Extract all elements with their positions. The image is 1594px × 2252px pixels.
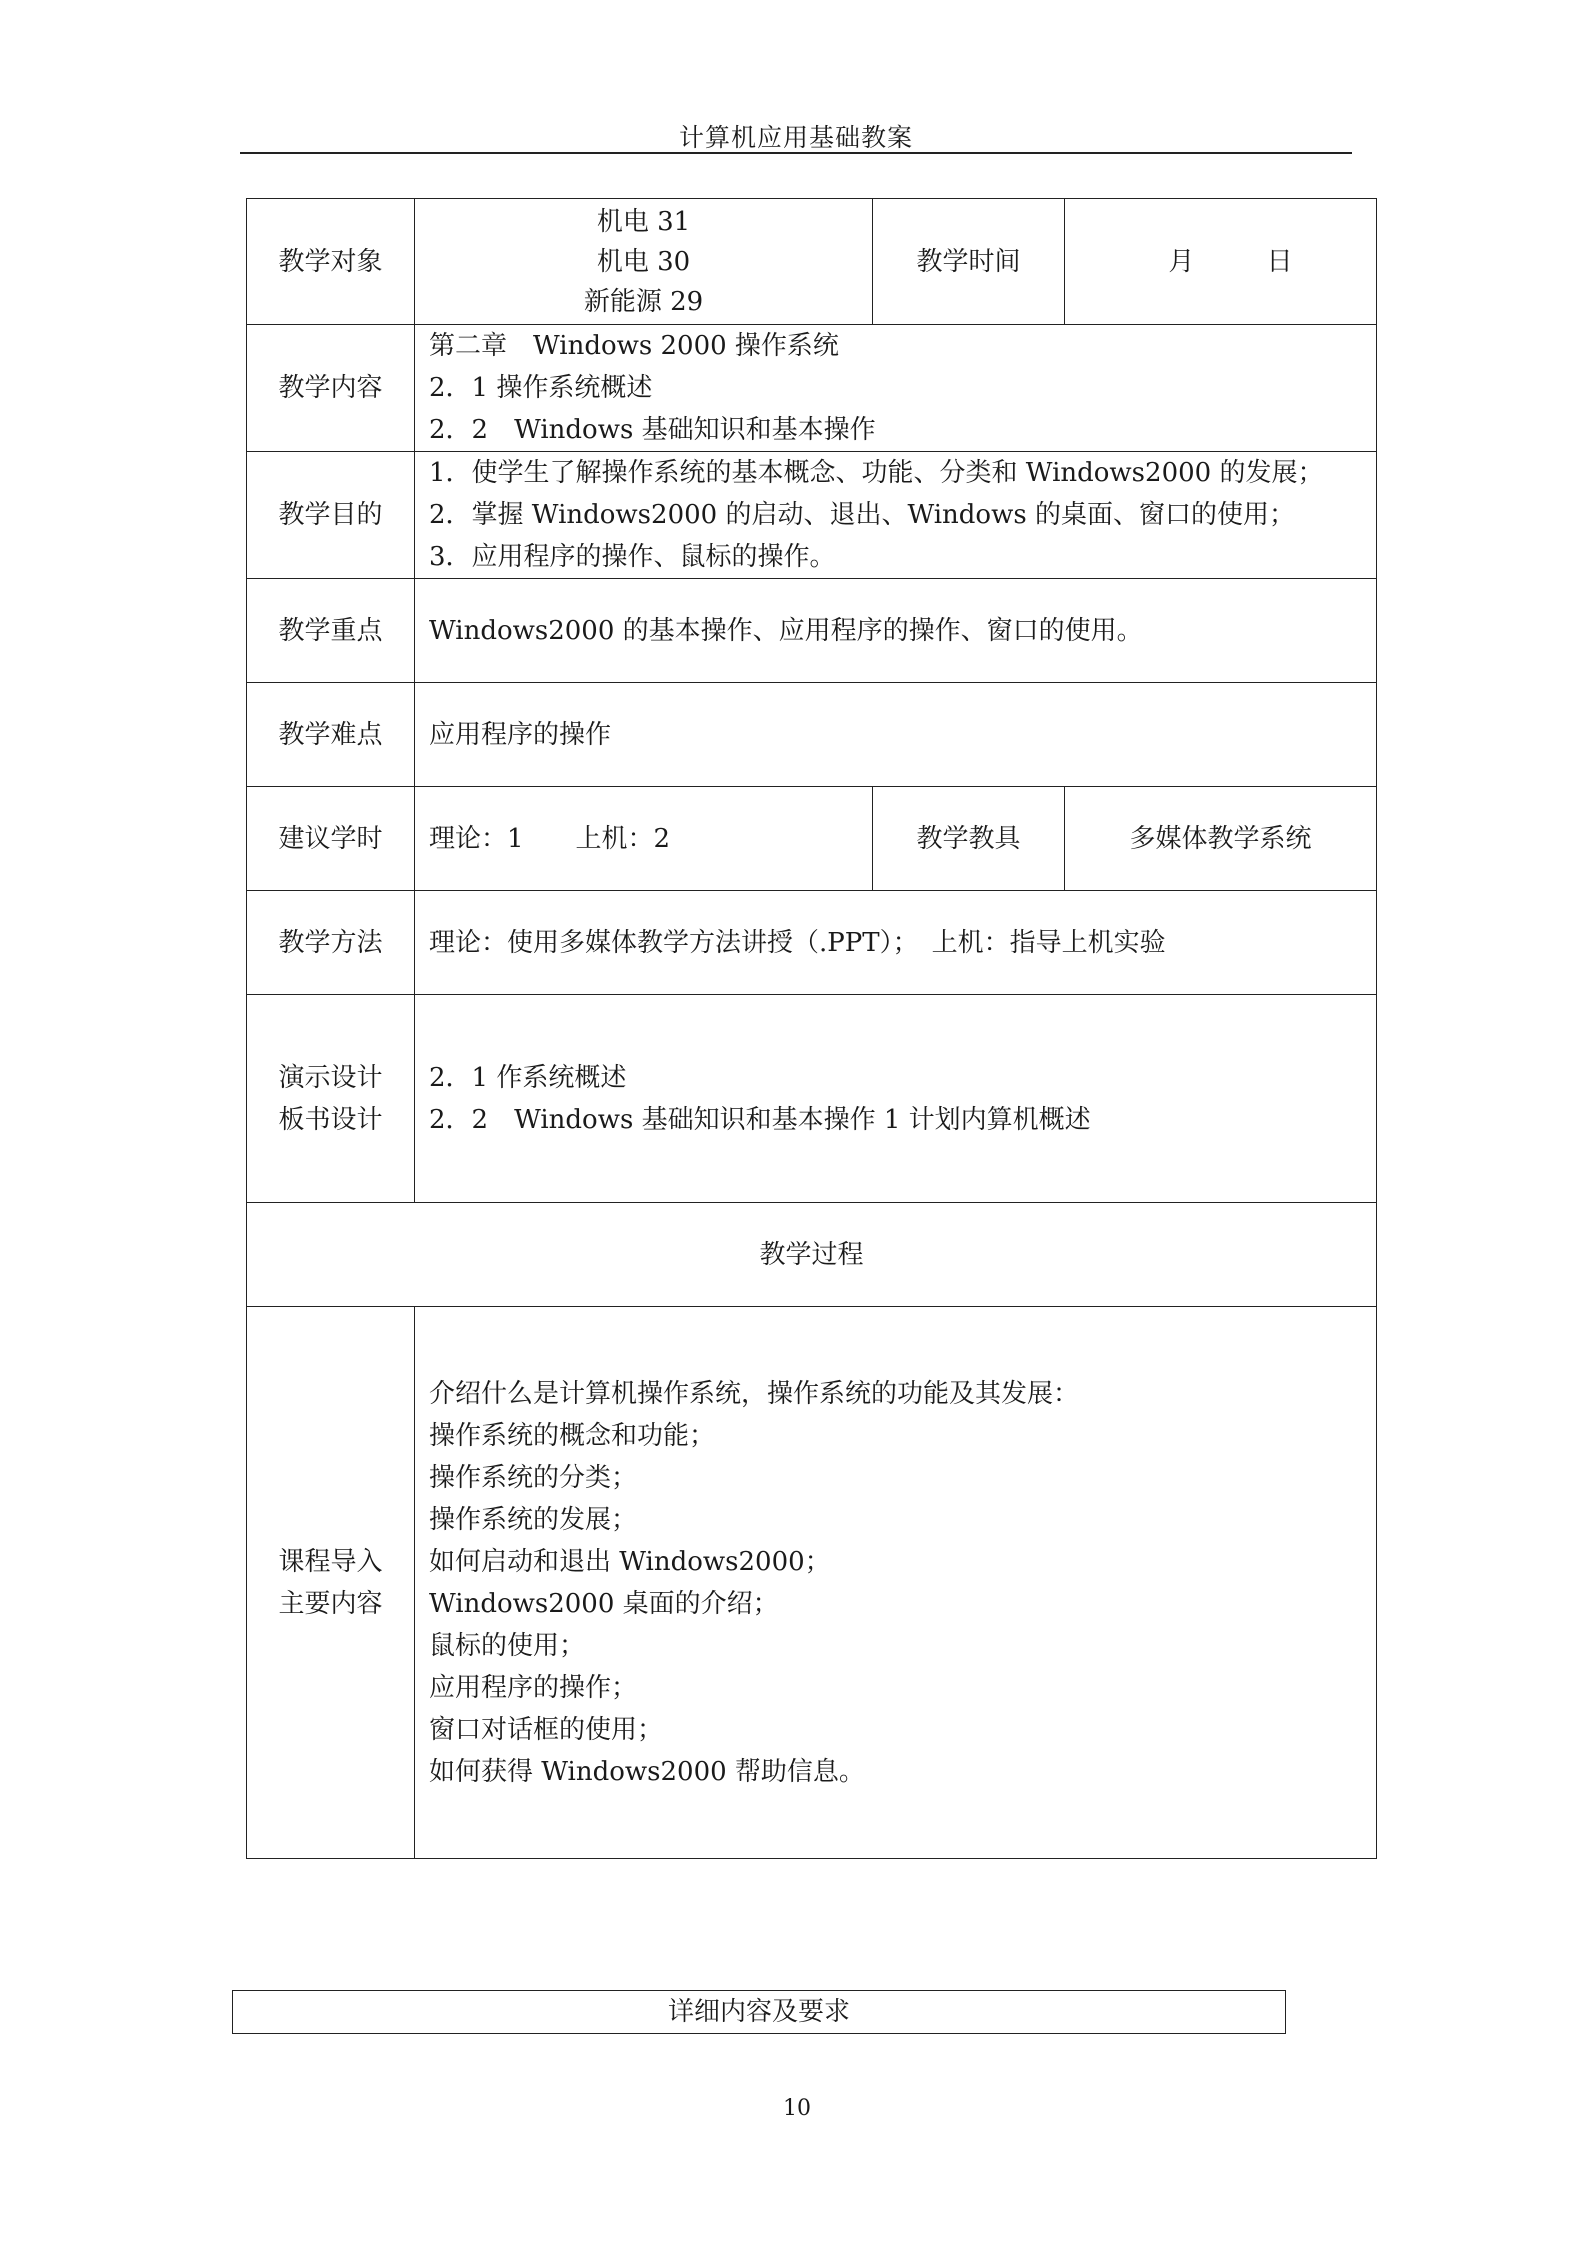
row-key-points (247, 579, 1377, 683)
class-item: 机电 31 (596, 206, 691, 237)
value-board-design (415, 995, 1377, 1203)
objective-line: 3．应用程序的操作、鼠标的操作。 (429, 542, 836, 572)
row-target (247, 199, 1377, 325)
content-line: 第二章 Windows 2000 操作系统 (429, 331, 839, 361)
value-teaching-time (1065, 199, 1377, 325)
board-line: 2．1 作系统概述 (429, 1062, 627, 1093)
value-difficulties: 应用程序的操作 (415, 683, 1377, 787)
page-number: 10 (783, 2096, 811, 2121)
label-teaching-content: 教学内容 (247, 325, 415, 452)
class-item: 新能源 29 (583, 286, 704, 317)
objective-line: 1．使学生了解操作系统的基本概念、功能、分类和 Windows2000 的发展； (429, 458, 1324, 488)
main-line: 操作系统的发展； (429, 1504, 638, 1535)
header-rule (240, 152, 1352, 154)
label-key-points: 教学重点 (247, 579, 415, 683)
value-teaching-methods: 理论：使用多媒体教学方法讲授（.PPT）； 上机：指导上机实验 (415, 891, 1377, 995)
label-main-content (247, 1307, 415, 1859)
objective-line: 2．掌握 Windows2000 的启动、退出、Windows 的桌面、窗口的使用； (429, 500, 1295, 530)
label-board-design (247, 995, 415, 1203)
value-key-points: Windows2000 的基本操作、应用程序的操作、窗口的使用。 (415, 579, 1377, 683)
detail-requirements-box: 详细内容及要求 (232, 1990, 1286, 2034)
board-line: 2．2 Windows 基础知识和基本操作 1 计划内算机概述 (429, 1104, 1091, 1135)
main-line: 如何获得 Windows2000 帮助信息。 (429, 1756, 865, 1787)
class-item: 机电 30 (596, 246, 691, 277)
row-board-design (247, 995, 1377, 1203)
row-methods (247, 891, 1377, 995)
value-teaching-tools: 多媒体教学系统 (1065, 787, 1377, 891)
row-hours (247, 787, 1377, 891)
main-line: 应用程序的操作； (429, 1672, 638, 1703)
main-line: 鼠标的使用； (429, 1630, 586, 1661)
main-line: Windows2000 桌面的介绍； (429, 1588, 779, 1619)
teaching-process-title: 教学过程 (247, 1203, 1377, 1307)
label-teaching-objectives: 教学目的 (247, 452, 415, 579)
main-line: 介绍什么是计算机操作系统，操作系统的功能及其发展： (429, 1378, 1080, 1409)
row-difficulties (247, 683, 1377, 787)
label-suggested-hours: 建议学时 (247, 787, 415, 891)
row-process-title (247, 1203, 1377, 1307)
lesson-plan-table (246, 198, 1377, 1859)
main-line: 操作系统的分类； (429, 1462, 638, 1493)
main-line: 操作系统的概念和功能； (429, 1420, 716, 1451)
day-label: 日 (1266, 246, 1293, 277)
main-line: 如何启动和退出 Windows2000； (429, 1546, 831, 1577)
row-objectives (247, 452, 1377, 579)
value-teaching-target (415, 199, 873, 325)
label-line: 课程导入 (278, 1546, 383, 1577)
label-line: 演示设计 (278, 1062, 383, 1093)
row-main-content (247, 1307, 1377, 1859)
value-main-content (415, 1307, 1377, 1859)
label-line: 主要内容 (278, 1588, 383, 1619)
label-line: 板书设计 (278, 1104, 383, 1135)
label-teaching-tools: 教学教具 (873, 787, 1065, 891)
row-content (247, 325, 1377, 452)
label-teaching-time: 教学时间 (873, 199, 1065, 325)
label-difficulties: 教学难点 (247, 683, 415, 787)
month-label: 月 (1168, 246, 1195, 277)
document-header-title: 计算机应用基础教案 (678, 123, 913, 152)
value-suggested-hours: 理论：1 上机：2 (415, 787, 873, 891)
value-teaching-objectives (415, 452, 1377, 579)
content-line: 2．2 Windows 基础知识和基本操作 (429, 415, 876, 445)
content-line: 2．1 操作系统概述 (429, 373, 653, 403)
label-teaching-target: 教学对象 (247, 199, 415, 325)
value-teaching-content (415, 325, 1377, 452)
label-teaching-methods: 教学方法 (247, 891, 415, 995)
main-line: 窗口对话框的使用； (429, 1714, 664, 1745)
